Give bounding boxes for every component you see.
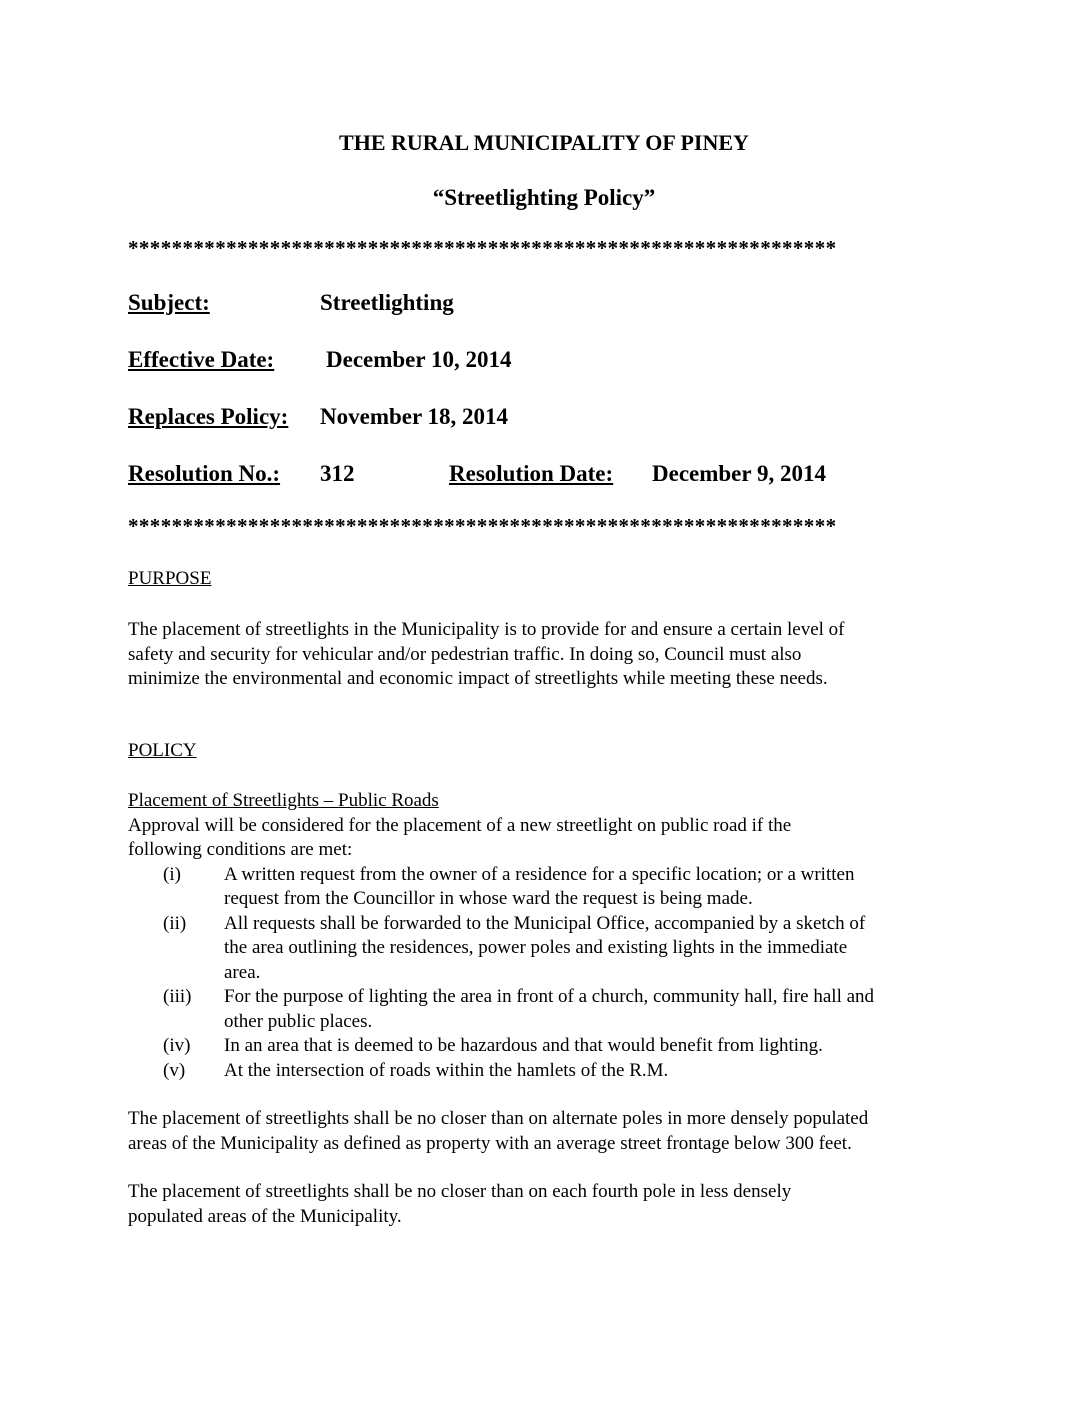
resolution-no-label: Resolution No.: — [128, 461, 281, 486]
list-item-line: area. — [224, 961, 261, 983]
policy-intro-line-1: Approval will be considered for the placement of a new streetlight on public road if the — [128, 814, 792, 836]
list-item-line: other public places. — [224, 1010, 373, 1032]
resolution-date-value: December 9, 2014 — [652, 461, 826, 486]
replaces-policy-value: November 18, 2014 — [320, 404, 509, 429]
list-item-line: At the intersection of roads within the hamlets of the R.M. — [224, 1059, 669, 1081]
purpose-heading: PURPOSE — [128, 568, 212, 589]
list-item-number: (i) — [163, 863, 181, 885]
list-item-line: All requests shall be forwarded to the Municipal Office, accompanied by a sketch of — [224, 912, 866, 934]
policy-heading: POLICY — [128, 740, 197, 761]
document-title: THE RURAL MUNICIPALITY OF PINEY — [339, 130, 749, 155]
effective-date-label: Effective Date: — [128, 347, 275, 372]
policy-intro-line-2: following conditions are met: — [128, 839, 353, 860]
star-divider-bottom: ***************************************************************** — [128, 514, 837, 538]
paragraph-densely-populated-line-2: areas of the Municipality as defined as property with an average street frontage below 300 feet. — [128, 1132, 852, 1154]
replaces-policy-label: Replaces Policy: — [128, 404, 289, 429]
list-item-number: (ii) — [163, 912, 187, 934]
list-item-line: the area outlining the residences, power poles and existing lights in the immediate — [224, 937, 848, 958]
purpose-line-3: minimize the environmental and economic impact of streetlights while meeting these needs. — [128, 668, 828, 689]
resolution-date-label: Resolution Date: — [449, 461, 614, 486]
purpose-line-1: The placement of streetlights in the Municipality is to provide for and ensure a certain level of — [128, 619, 845, 640]
document-subtitle: “Streetlighting Policy” — [432, 185, 656, 210]
resolution-no-value: 312 — [320, 461, 355, 486]
paragraph-densely-populated-line-1: The placement of streetlights shall be no closer than on alternate poles in more densely populated — [128, 1108, 869, 1129]
list-item-number: (iii) — [163, 986, 192, 1007]
list-item-line: A written request from the owner of a residence for a specific location; or a written — [224, 863, 855, 885]
policy-subheading: Placement of Streetlights – Public Roads — [128, 790, 439, 811]
star-divider-top: ***************************************************************** — [128, 236, 837, 260]
purpose-line-2: safety and security for vehicular and/or pedestrian traffic. In doing so, Council must also — [128, 643, 802, 665]
effective-date-value: December 10, 2014 — [326, 347, 512, 372]
list-item-line: In an area that is deemed to be hazardous and that would benefit from lighting. — [224, 1035, 823, 1056]
subject-value: Streetlighting — [320, 290, 454, 315]
list-item-number: (iv) — [163, 1035, 191, 1056]
list-item-line: For the purpose of lighting the area in front of a church, community hall, fire hall and — [224, 986, 875, 1007]
paragraph-less-dense-line-1: The placement of streetlights shall be no closer than on each fourth pole in less densely — [128, 1181, 792, 1202]
paragraph-less-dense-line-2: populated areas of the Municipality. — [128, 1205, 402, 1227]
list-item-line: request from the Councillor in whose ward the request is being made. — [224, 888, 753, 909]
subject-label: Subject: — [128, 290, 210, 315]
list-item-number: (v) — [163, 1059, 186, 1081]
